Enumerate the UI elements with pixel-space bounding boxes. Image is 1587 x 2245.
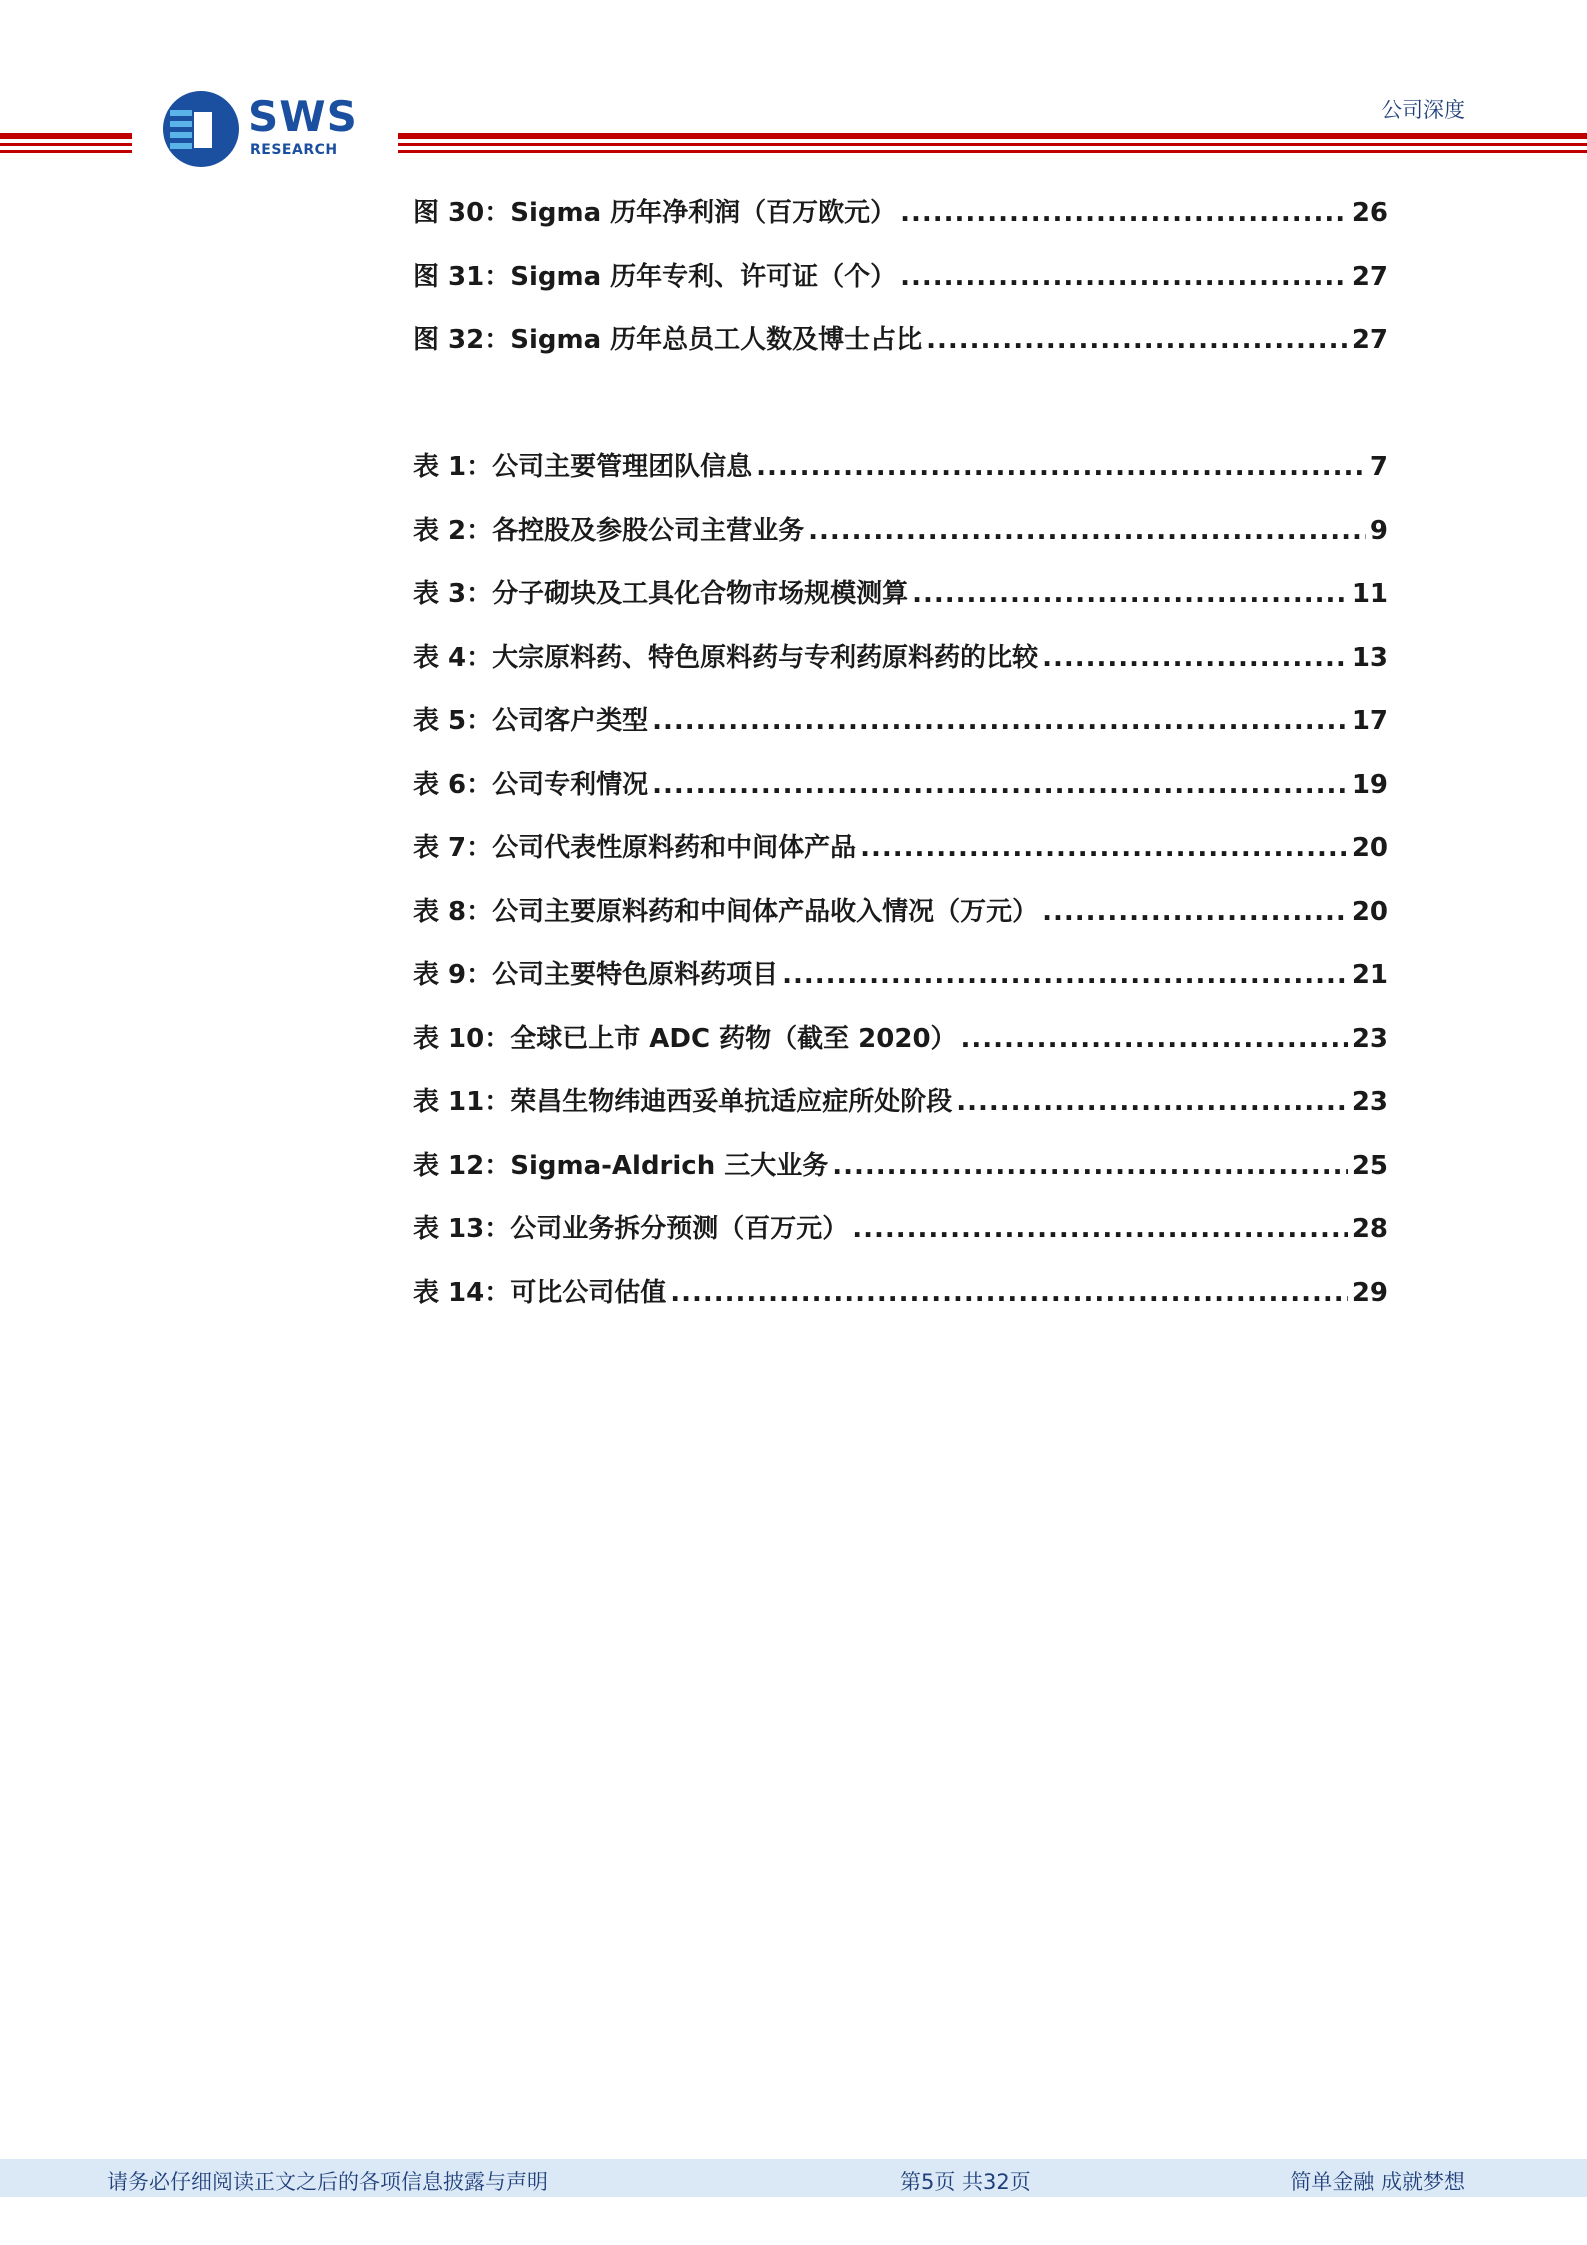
toc-entry-page: 21 — [1351, 960, 1388, 990]
toc-leader — [670, 1278, 1348, 1308]
toc-entry-label: 图 31：Sigma 历年专利、许可证（个） — [413, 261, 897, 292]
toc-leader — [912, 579, 1348, 609]
header-stripe-right — [398, 133, 1587, 157]
toc-entry-label: 表 10：全球已上市 ADC 药物（截至 2020） — [413, 1023, 957, 1054]
toc-leader — [652, 770, 1348, 800]
toc-entry-page: 17 — [1351, 706, 1388, 736]
toc-entry-label: 表 5：公司客户类型 — [413, 706, 649, 736]
toc-entry-label: 表 9：公司主要特色原料药项目 — [413, 960, 779, 990]
toc-entry-label: 表 1：公司主要管理团队信息 — [413, 452, 753, 482]
toc-leader — [1042, 643, 1348, 673]
toc-leader — [808, 516, 1366, 546]
toc-entry-label: 表 2：各控股及参股公司主营业务 — [413, 515, 805, 546]
toc-entry-table-7[interactable] — [413, 827, 1388, 891]
toc-entry-page: 23 — [1351, 1023, 1388, 1054]
toc-entry-table-2[interactable] — [413, 510, 1388, 574]
toc-leader — [956, 1087, 1348, 1117]
toc-leader — [900, 262, 1348, 292]
toc-entry-label: 表 13：公司业务拆分预测（百万元） — [413, 1214, 849, 1244]
toc-leader — [852, 1214, 1348, 1244]
toc-entry-label: 图 32：Sigma 历年总员工人数及博士占比 — [413, 325, 923, 355]
toc-entry-page: 27 — [1351, 325, 1388, 355]
table-list — [413, 446, 1388, 1335]
toc-entry-figure-32[interactable] — [413, 319, 1388, 383]
toc-entry-label: 表 3：分子砌块及工具化合物市场规模测算 — [413, 579, 909, 609]
toc-entry-page: 19 — [1351, 769, 1388, 800]
toc-entry-table-11[interactable] — [413, 1081, 1388, 1145]
header-stripe-left — [0, 133, 132, 157]
toc-entry-page: 25 — [1351, 1150, 1388, 1181]
toc-entry-table-14[interactable] — [413, 1272, 1388, 1336]
toc-entry-page: 28 — [1351, 1214, 1388, 1244]
toc-entry-table-10[interactable] — [413, 1018, 1388, 1082]
toc-leader — [900, 198, 1348, 228]
footer-page-info: 第5页 共32页 — [900, 2170, 1031, 2194]
sws-logo — [160, 88, 370, 170]
toc-entry-page: 11 — [1351, 579, 1388, 609]
toc-leader — [860, 833, 1348, 863]
toc-entry-page: 20 — [1351, 896, 1388, 927]
toc-entry-page: 13 — [1351, 642, 1388, 673]
toc-entry-table-9[interactable] — [413, 954, 1388, 1018]
toc-entry-label: 表 14：可比公司估值 — [413, 1277, 667, 1308]
toc-entry-table-12[interactable] — [413, 1145, 1388, 1209]
toc-entry-label: 表 11：荣昌生物纬迪西妥单抗适应症所处阶段 — [413, 1087, 953, 1117]
logo-subtext: RESEARCH — [250, 142, 338, 158]
toc-leader — [832, 1151, 1348, 1181]
footer-slogan: 简单金融 成就梦想 — [1290, 2170, 1465, 2194]
toc-entry-table-3[interactable] — [413, 573, 1388, 637]
toc-entry-label: 表 4：大宗原料药、特色原料药与专利药原料药的比较 — [413, 642, 1039, 673]
toc-entry-page: 29 — [1351, 1277, 1388, 1308]
toc-leader — [1042, 897, 1348, 927]
sws-logo-icon — [160, 88, 242, 170]
toc-entry-page: 23 — [1351, 1087, 1388, 1117]
figure-list — [413, 192, 1388, 383]
toc-leader — [782, 960, 1348, 990]
toc-entry-page: 9 — [1369, 515, 1388, 546]
toc-entry-figure-30[interactable] — [413, 192, 1388, 256]
toc-entry-page: 26 — [1351, 198, 1388, 228]
toc-entry-page: 20 — [1351, 833, 1388, 863]
toc-leader — [961, 1024, 1348, 1054]
toc-entry-table-6[interactable] — [413, 764, 1388, 828]
toc-entry-table-4[interactable] — [413, 637, 1388, 701]
report-category: 公司深度 — [1381, 98, 1465, 122]
toc-entry-label: 图 30：Sigma 历年净利润（百万欧元） — [413, 198, 897, 228]
footer-disclaimer: 请务必仔细阅读正文之后的各项信息披露与声明 — [107, 2170, 548, 2194]
toc-entry-page: 27 — [1351, 261, 1388, 292]
toc-entry-table-8[interactable] — [413, 891, 1388, 955]
toc-entry-table-1[interactable] — [413, 446, 1388, 510]
toc-entry-page: 7 — [1369, 452, 1388, 482]
toc-leader — [652, 706, 1348, 736]
toc-leader — [756, 452, 1366, 482]
toc-entry-table-5[interactable] — [413, 700, 1388, 764]
toc-entry-label: 表 8：公司主要原料药和中间体产品收入情况（万元） — [413, 896, 1039, 927]
toc-entry-table-13[interactable] — [413, 1208, 1388, 1272]
toc-entry-figure-31[interactable] — [413, 256, 1388, 320]
toc-entry-label: 表 7：公司代表性原料药和中间体产品 — [413, 833, 857, 863]
logo-text: SWS — [248, 92, 358, 141]
toc-entry-label: 表 12：Sigma-Aldrich 三大业务 — [413, 1150, 829, 1181]
toc-entry-label: 表 6：公司专利情况 — [413, 769, 649, 800]
toc-leader — [926, 325, 1348, 355]
